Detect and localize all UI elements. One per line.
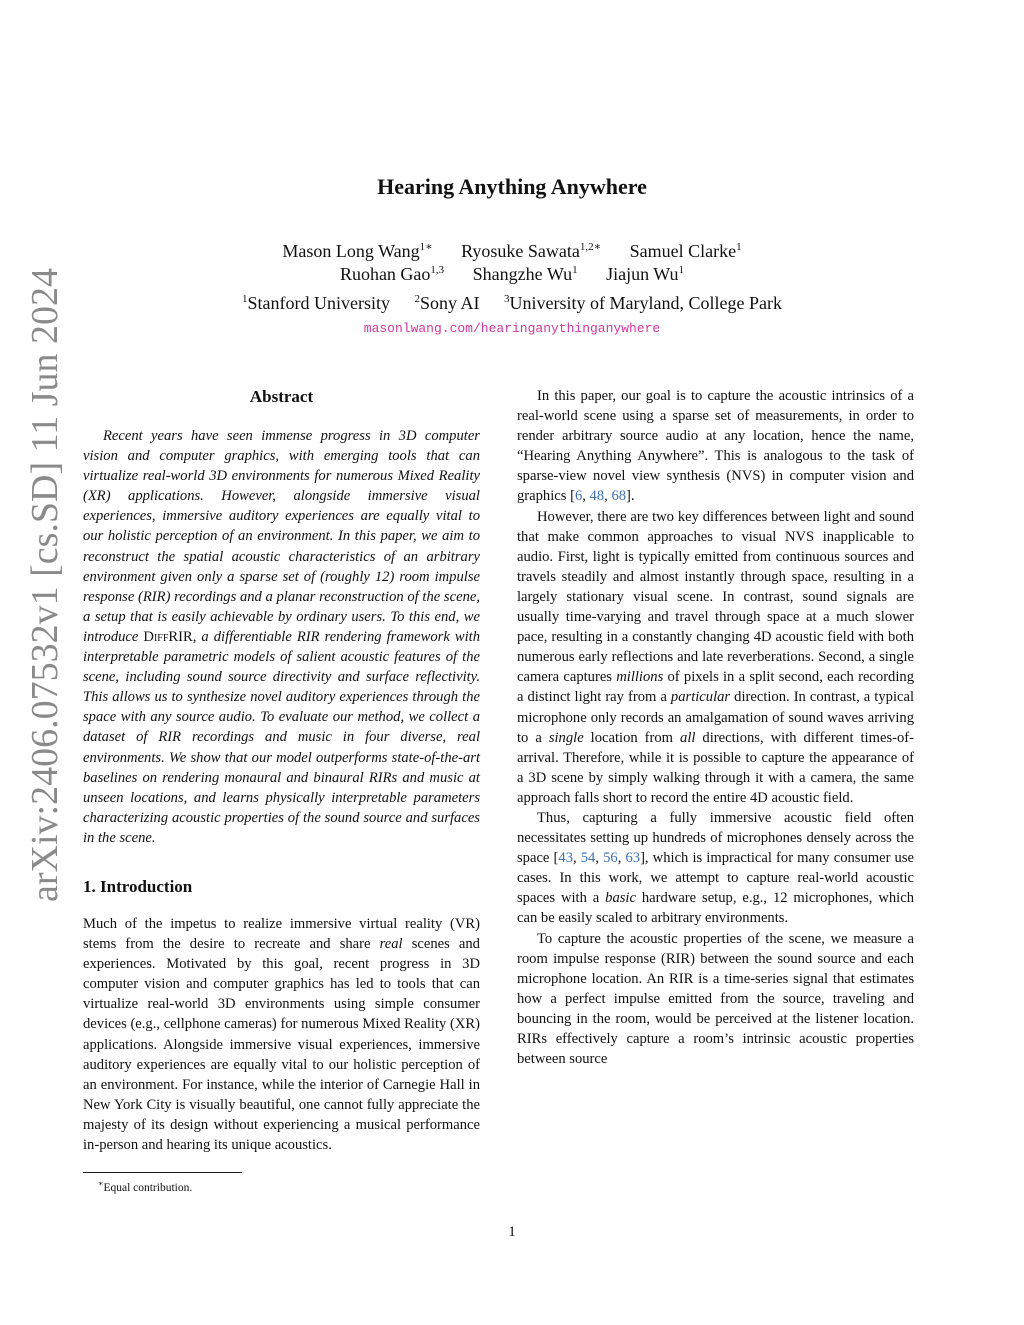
intro-paragraph-3: However, there are two key differences between light and sound that make common approaches to visual NVS inapplicable to audio. First, light is typically emitted from continuous sources and travels steadily and almost instantly through space, resulting in a largely stationary visual scene. In contrast, sound signals are usually time-varying and travel through space at a much slower pace, resulting in a constantly changing 4D acoustic field with both numerous early reflections and late reverberations. Second, a single camera captures millions of pixels in a split second, each recording a distinct light ray from a particular direction. In contrast, a typical microphone only records an amalgamation of sound waves arriving to a single location from all directions, with different times-of-arrival. Therefore, while it is possible to capture the appearance of a 3D scene by simply walking through it with a camera, the same approach falls short to record the entire 4D acoustic field. (517, 508, 915, 806)
citation-link[interactable]: 6 (574, 488, 583, 505)
author: Shangzhe Wu$^1$ (472, 264, 578, 284)
footnote: ∗Equal contribution. (98, 1179, 193, 1194)
author-row-2 (0, 264, 1024, 285)
affiliation: $^1$Stanford University (242, 293, 390, 313)
intro-paragraph-4: Thus, capturing a fully immersive acoustic field often necessitates setting up hundreds of microphones densely across the space [43, 54, 56, 63], which is impractical for many consumer use cases. In this work, we attempt to capture real-world acoustic spaces with a basic hardware setup, e.g., 12 microphones, which can be easily scaled to arbitrary environments. (517, 809, 915, 927)
author: Ryosuke Sawata$^{1,2∗}$ (461, 241, 602, 261)
introduction-heading: 1. Introduction (83, 876, 193, 896)
method-name: DiffRIR (143, 628, 193, 645)
left-column (83, 386, 480, 1155)
citation-link[interactable]: 43 (558, 850, 573, 867)
page-number: 1 (508, 1224, 516, 1240)
citation-link[interactable]: 54 (580, 850, 596, 867)
affiliations (0, 293, 1024, 314)
author: Ruohan Gao$^{1,3}$ (339, 264, 445, 284)
citation-link[interactable]: 63 (625, 850, 641, 867)
intro-paragraph-2: In this paper, our goal is to capture the acoustic intrinsics of a real-world scene using a sparse set of measurements, in order to render arbitrary source audio at any location, hence the name, “Hearing Anything Anywhere”. This is analogous to the task of sparse-view novel view synthesis (NVS) in computer vision and graphics [6, 48, 68]. (517, 388, 914, 505)
arxiv-identifier: arXiv:2406.07532v1 [cs.SD] 11 Jun 2024 (24, 268, 66, 902)
citation-link[interactable]: 68 (611, 488, 627, 505)
paper-title: Hearing Anything Anywhere (377, 174, 647, 199)
intro-paragraph-1: Much of the impetus to realize immersive virtual reality (VR) stems from the desire to recreate and share real scenes and experiences. Motivated by this goal, recent progress in 3D computer vision and computer graphics has led to tools that can virtualize real-world 3D environments using simple consumer devices (e.g., cellphone cameras) for numerous Mixed Reality (XR) applications. Alongside immersive visual experiences, immersive auditory experiences are equally vital to our holistic perception of an environment. For instance, while the interior of Carnegie Hall in New York City is visually beautiful, one cannot fully appreciate the majesty of its design without experiencing a musical performance in-person and hearing its unique acoustics. (83, 915, 480, 1153)
author: Mason Long Wang$^{1∗}$ (282, 241, 433, 261)
affiliation: $^2$Sony AI (414, 293, 480, 313)
footnote-divider (83, 1172, 242, 1173)
affiliation: $^3$University of Maryland, College Park (504, 293, 782, 313)
abstract-body: Recent years have seen immense progress in 3D computer vision and computer graphics, with emerging tools that can virtualize real-world 3D environments for numerous Mixed Reality (XR) applications. However, alongside immersive visual experiences, immersive auditory experiences are equally vital to our holistic perception of an environment. In this paper, we aim to reconstruct the spatial acoustic characteristics of an arbitrary environment given only a sparse set of (roughly 12) room impulse response (RIR) recordings and a planar reconstruction of the scene, a setup that is easily achievable by ordinary users. To this end, we introduce DiffRIR, a differentiable RIR rendering framework with interpretable parametric models of salient acoustic features of the scene, including sound source directivity and surface reflectivity. This allows us to synthesize novel auditory experiences through the space with any source audio. To evaluate our method, we collect a dataset of RIR recordings and music in four diverse, real environments. We show that our model outperforms state-of-the-art baselines on rendering monaural and binaural RIRs and music at unseen locations, and learns physically interpretable parameters characterizing acoustic properties of the sound source and surfaces in the scene. (83, 428, 480, 846)
citation-link[interactable]: 56 (603, 850, 618, 867)
citation-link[interactable]: 48 (589, 488, 605, 505)
right-column (517, 386, 914, 1069)
abstract-heading: Abstract (249, 387, 314, 406)
author: Samuel Clarke$^1$ (629, 241, 742, 261)
project-url-link[interactable]: masonlwang.com/hearinganythinganywhere (363, 321, 661, 336)
author-row-1 (0, 240, 1024, 262)
intro-paragraph-5: To capture the acoustic properties of the scene, we measure a room impulse response (RIR) between the sound source and each microphone location. An RIR is a time-series signal that estimates how a perfect impulse emitted from the source, traveling and bouncing in the room, would be perceived at the listener location. RIRs effectively capture a room’s intrinsic acoustic properties between source (517, 930, 914, 1068)
author: Jiajun Wu$^1$ (606, 264, 685, 284)
